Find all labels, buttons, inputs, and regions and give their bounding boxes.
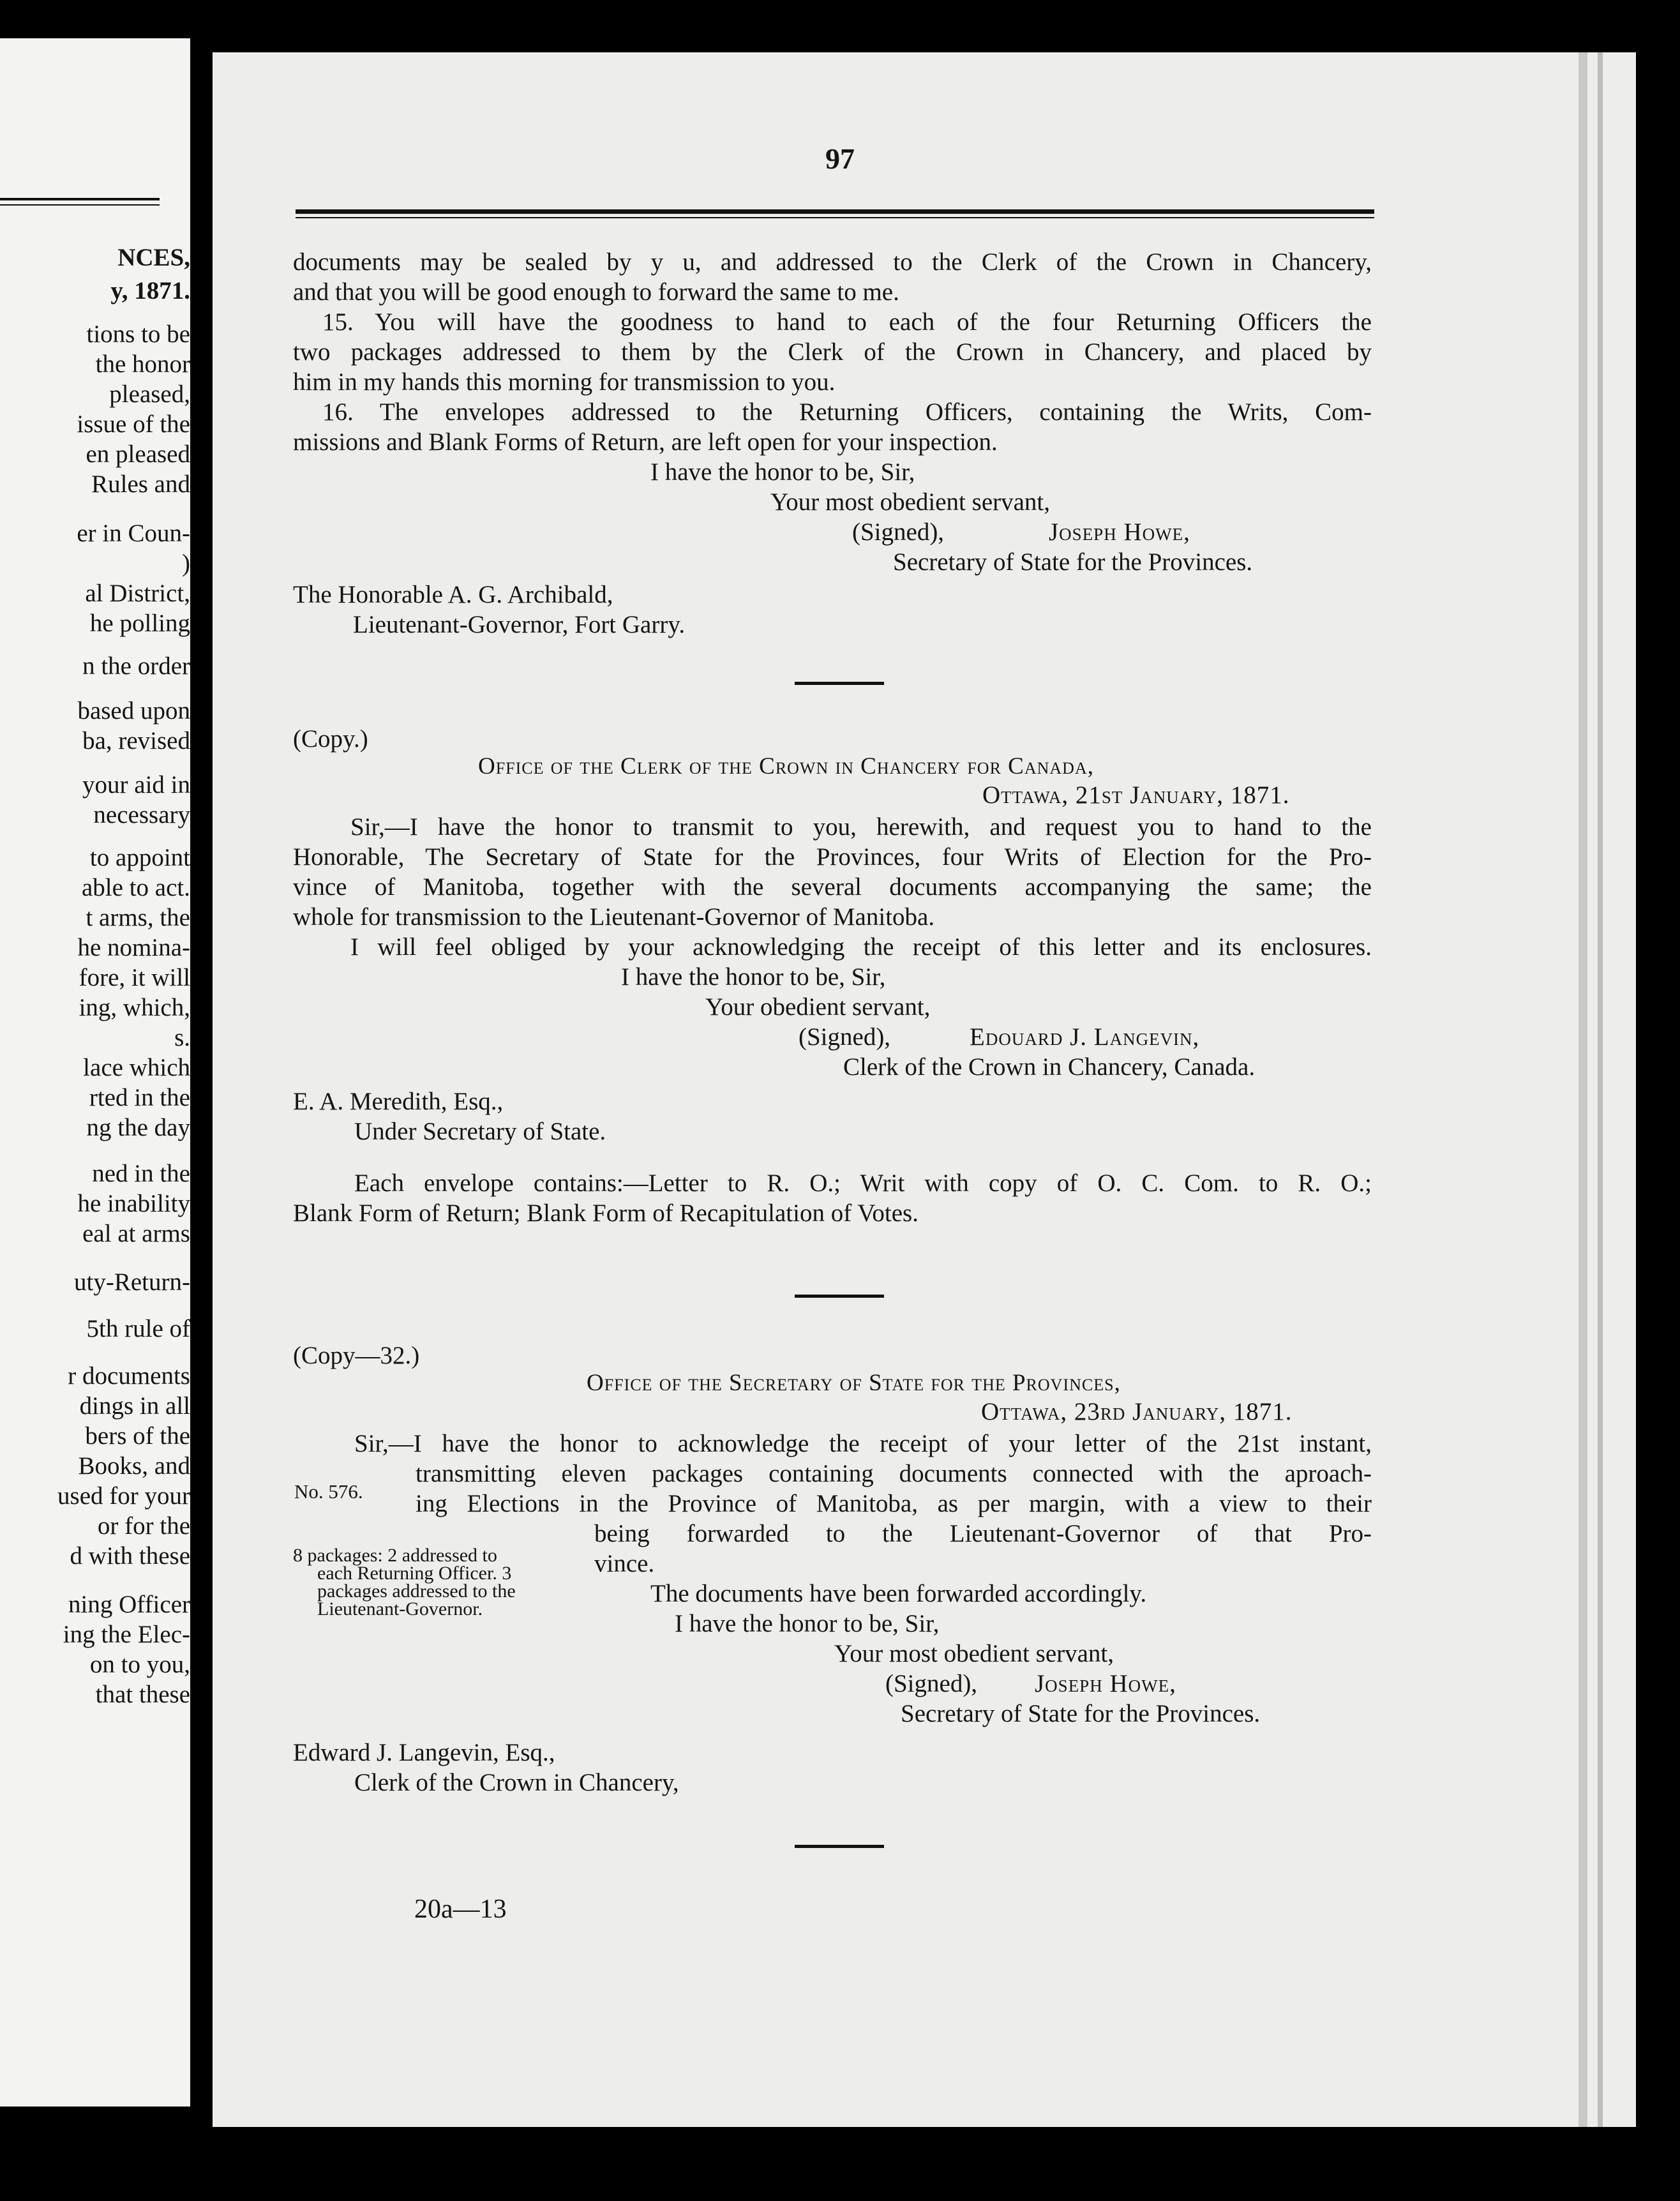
left-page-text-fragment: ing the Elec- — [63, 1621, 190, 1648]
enclosure-note: Blank Form of Return; Blank Form of Recapitulation of Votes. — [293, 1199, 919, 1227]
header-rule-thin — [296, 217, 1374, 218]
office-heading: Office of the Secretary of State for the Provinces, — [587, 1370, 1121, 1396]
text-line: vince. — [594, 1550, 655, 1577]
left-page-text-fragment: ned in the — [92, 1160, 190, 1187]
left-page-text-fragment: pleased, — [109, 380, 190, 408]
left-page-text-fragment: he polling — [89, 610, 190, 637]
left-page-rule-thin — [0, 204, 160, 206]
signature-mark: 20a—13 — [414, 1895, 507, 1924]
closing: I have the honor to be, Sir, — [675, 1610, 940, 1637]
place-date: Ottawa, 21st January, 1871. — [982, 781, 1290, 809]
text-line: two packages addressed to them by the Clerk of the Crown in Chancery, and placed by — [293, 338, 1372, 366]
text-line: missions and Blank Forms of Return, are left open for your inspection. — [293, 428, 998, 456]
left-page-text-fragment: the honor — [95, 350, 190, 378]
text-line: I will feel obliged by your acknowledging the receipt of this letter and its enclosures. — [350, 933, 1372, 961]
margin-note-line: 8 packages: 2 addressed to — [293, 1545, 497, 1566]
text-line: documents may be sealed by y u, and addressed to the Clerk of the Crown in Chancery, — [293, 248, 1372, 276]
left-page-text-fragment: or for the — [97, 1512, 190, 1540]
text-line: 16. The envelopes addressed to the Returning Officers, containing the Writs, Com- — [322, 398, 1372, 426]
left-page-text-fragment: he inability — [77, 1190, 190, 1217]
text-line: 15. You will have the goodness to hand to each of the four Returning Officers the — [322, 308, 1372, 336]
signed-label: (Signed), — [885, 1670, 978, 1697]
left-page-text-fragment: used for your — [57, 1482, 190, 1510]
left-page-text-fragment: y, 1871. — [110, 277, 190, 304]
left-page-text-fragment: fore, it will — [79, 964, 190, 991]
text-line: vince of Manitoba, together with the several documents accompanying the same; the — [293, 873, 1372, 901]
left-page-text-fragment: Books, and — [78, 1452, 190, 1480]
left-page-text-fragment: on to you, — [89, 1651, 190, 1678]
section-divider — [795, 1295, 884, 1298]
left-page-text-fragment: t arms, the — [86, 904, 190, 931]
place-date: Ottawa, 23rd January, 1871. — [981, 1398, 1293, 1425]
margin-note-line: each Returning Officer. 3 — [317, 1563, 512, 1584]
page-edge-shadow — [1598, 52, 1603, 2127]
left-page-text-fragment: s. — [174, 1024, 190, 1051]
signer-title: Clerk of the Crown in Chancery, Canada. — [843, 1053, 1256, 1081]
left-page-text-fragment: en pleased — [86, 440, 190, 468]
section-divider — [795, 682, 884, 685]
left-page-text-fragment: eal at arms — [82, 1220, 190, 1247]
addressee: E. A. Meredith, Esq., — [293, 1088, 504, 1115]
signed-label: (Signed), — [852, 518, 945, 546]
closing: I have the honor to be, Sir, — [621, 963, 886, 991]
left-page-text-fragment: your aid in — [82, 771, 190, 799]
complimentary-close: Your most obedient servant, — [834, 1640, 1114, 1667]
addressee: The Honorable A. G. Archibald, — [293, 581, 613, 608]
signer-name: Edouard J. Langevin, — [970, 1023, 1200, 1051]
section-divider — [795, 1845, 884, 1848]
signer-title: Secretary of State for the Provinces. — [893, 548, 1253, 576]
complimentary-close: Your obedient servant, — [705, 993, 931, 1021]
left-page-text-fragment: er in Coun- — [77, 520, 190, 547]
text-line: whole for transmission to the Lieutenant-Governor of Manitoba. — [293, 903, 935, 931]
text-line: Honorable, The Secretary of State for the Provinces, four Writs of Election for the Pro- — [293, 843, 1372, 871]
left-page-text-fragment: uty-Return- — [74, 1268, 190, 1296]
margin-note-line: packages addressed to the — [317, 1581, 516, 1602]
left-page-text-fragment: that these — [95, 1681, 190, 1708]
left-page-text-fragment: NCES, — [117, 244, 190, 271]
signer-name: Joseph Howe, — [1035, 1670, 1176, 1697]
signed-label: (Signed), — [799, 1023, 891, 1051]
left-page-text-fragment: r documents — [68, 1362, 190, 1390]
copy-label: (Copy.) — [293, 725, 368, 753]
left-page-text-fragment: he nomina- — [77, 934, 190, 961]
left-page-text-fragment: rted in the — [89, 1084, 190, 1111]
left-page-text-fragment: d with these — [70, 1542, 190, 1570]
left-page-text-fragment: 5th rule of — [86, 1315, 190, 1342]
text-line: being forwarded to the Lieutenant-Governor of that Pro- — [594, 1520, 1372, 1547]
addressee: Edward J. Langevin, Esq., — [293, 1739, 555, 1766]
left-page-text-fragment: ng the day — [86, 1114, 190, 1141]
left-page-text-fragment: n the order — [82, 652, 190, 680]
header-rule-thick — [296, 209, 1374, 214]
left-page-text-fragment: issue of the — [77, 410, 190, 438]
left-page-text-fragment: to appoint — [89, 844, 190, 871]
closing: I have the honor to be, Sir, — [650, 458, 915, 486]
left-page-text-fragment: ing, which, — [79, 994, 190, 1021]
text-line: Sir,—I have the honor to transmit to you, herewith, and request you to hand to the — [350, 813, 1372, 841]
enclosure-note: Each envelope contains:—Letter to R. O.; Writ with copy of O. C. Com. to R. O.; — [354, 1169, 1372, 1197]
text-line: and that you will be good enough to forward the same to me. — [293, 278, 899, 306]
left-page-text-fragment: ning Officer — [68, 1591, 190, 1618]
addressee-title: Lieutenant-Governor, Fort Garry. — [353, 611, 686, 638]
left-page-text-fragment: able to act. — [82, 874, 190, 901]
left-page-text-fragment: necessary — [93, 801, 190, 829]
left-page-text-fragment: al District, — [85, 580, 190, 607]
margin-note-line: Lieutenant-Governor. — [317, 1598, 483, 1619]
left-page-text-fragment: ba, revised — [82, 727, 190, 755]
left-page-text-fragment: ) — [182, 550, 190, 577]
addressee-title: Under Secretary of State. — [354, 1118, 606, 1145]
text-line: ing Elections in the Province of Manitoba, as per margin, with a view to their — [416, 1490, 1372, 1517]
copy-label: (Copy—32.) — [293, 1342, 420, 1369]
text-line: transmitting eleven packages containing documents connected with the aproach- — [416, 1460, 1372, 1487]
left-page-text-fragment: dings in all — [79, 1392, 190, 1420]
page-number: 97 — [825, 142, 855, 175]
left-page-text-fragment: bers of the — [85, 1422, 190, 1450]
complimentary-close: Your most obedient servant, — [770, 488, 1051, 516]
text-line: him in my hands this morning for transmission to you. — [293, 368, 836, 396]
addressee-title: Clerk of the Crown in Chancery, — [354, 1769, 679, 1796]
signer-name: Joseph Howe, — [1049, 518, 1190, 546]
left-page-fragment — [0, 38, 190, 2107]
left-page-text-fragment: based upon — [77, 697, 190, 725]
left-page-text-fragment: tions to be — [86, 320, 190, 348]
document-page — [213, 52, 1636, 2127]
left-page-text-fragment: Rules and — [91, 470, 190, 498]
text-line: Sir,—I have the honor to acknowledge the receipt of your letter of the 21st instant, — [354, 1430, 1372, 1457]
margin-number: No. 576. — [294, 1480, 363, 1503]
text-line: The documents have been forwarded accordingly. — [650, 1580, 1147, 1607]
left-page-text-fragment: lace which — [83, 1054, 190, 1081]
left-page-rule — [0, 198, 160, 200]
signer-title: Secretary of State for the Provinces. — [901, 1700, 1261, 1727]
page-edge-shadow — [1579, 52, 1587, 2127]
office-heading: Office of the Clerk of the Crown in Chancery for Canada, — [478, 753, 1094, 779]
